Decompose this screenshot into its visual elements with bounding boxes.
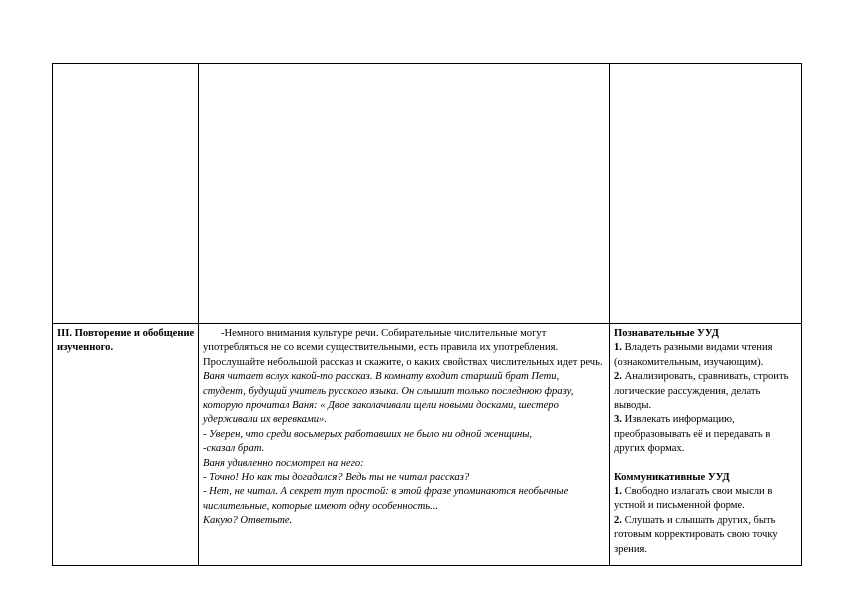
cognitive-uud-title: Познавательные УУД [614, 328, 719, 339]
intro-text: -Немного внимания культуре речи. Собирательные числительные могут употребляться не со всеми существительными, есть правила их употребления. Прослушайте небольшой рассказ и скажите, о каких свойствах числительных идет речь. [203, 328, 603, 368]
uud-item: 2. Анализировать, сравнивать, строить логические рассуждения, делать выводы. [614, 371, 789, 412]
uud-item: 2. Слушать и слышать других, быть готовым корректировать свою точку зрения. [614, 514, 778, 555]
story-line: Какую? Ответьте. [203, 515, 293, 527]
stage-cell: III. Повторение и обобщение изученного. [57, 328, 195, 354]
uud-item: 1. Владеть разными видами чтения (ознакомительным, изучающим). [614, 342, 773, 368]
story-line: -сказал брат. [203, 443, 265, 455]
column-divider [198, 64, 199, 565]
column-divider [609, 64, 610, 565]
uud-cell [614, 327, 800, 557]
story-line: Ваня удивленно посмотрел на него: [203, 457, 364, 469]
row-divider [53, 323, 801, 324]
uud-item: 1. Свободно излагать свои мысли в устной и письменной форме. [614, 486, 773, 512]
story-line: - Нет, не читал. А секрет тут простой: в этой фразе упоминаются необычные числительные, которые имеют одну особенность... [203, 486, 569, 512]
activity-cell [203, 327, 603, 529]
communicative-uud-title: Коммуникативные УУД [614, 471, 730, 483]
uud-item: 3. Извлекать информацию, преобразовывать её и передавать в других формах. [614, 414, 771, 455]
story-line: - Точно! Но как ты догадался? Ведь ты не читал рассказ? [203, 472, 470, 484]
lesson-table [52, 63, 802, 566]
story-line: - Уверен, что среди восьмерых работавших не было ни одной женщины, [203, 428, 533, 440]
story-line: Ваня читает вслух какой-то рассказ. В комнату входит старший брат Пети, студент, будущий учитель русского языка. Он слышит только последнюю фразу, которую прочитал Ваня: « Двое заколачивали щели новыми досками, шестеро удерживали их веревками». [203, 371, 574, 426]
